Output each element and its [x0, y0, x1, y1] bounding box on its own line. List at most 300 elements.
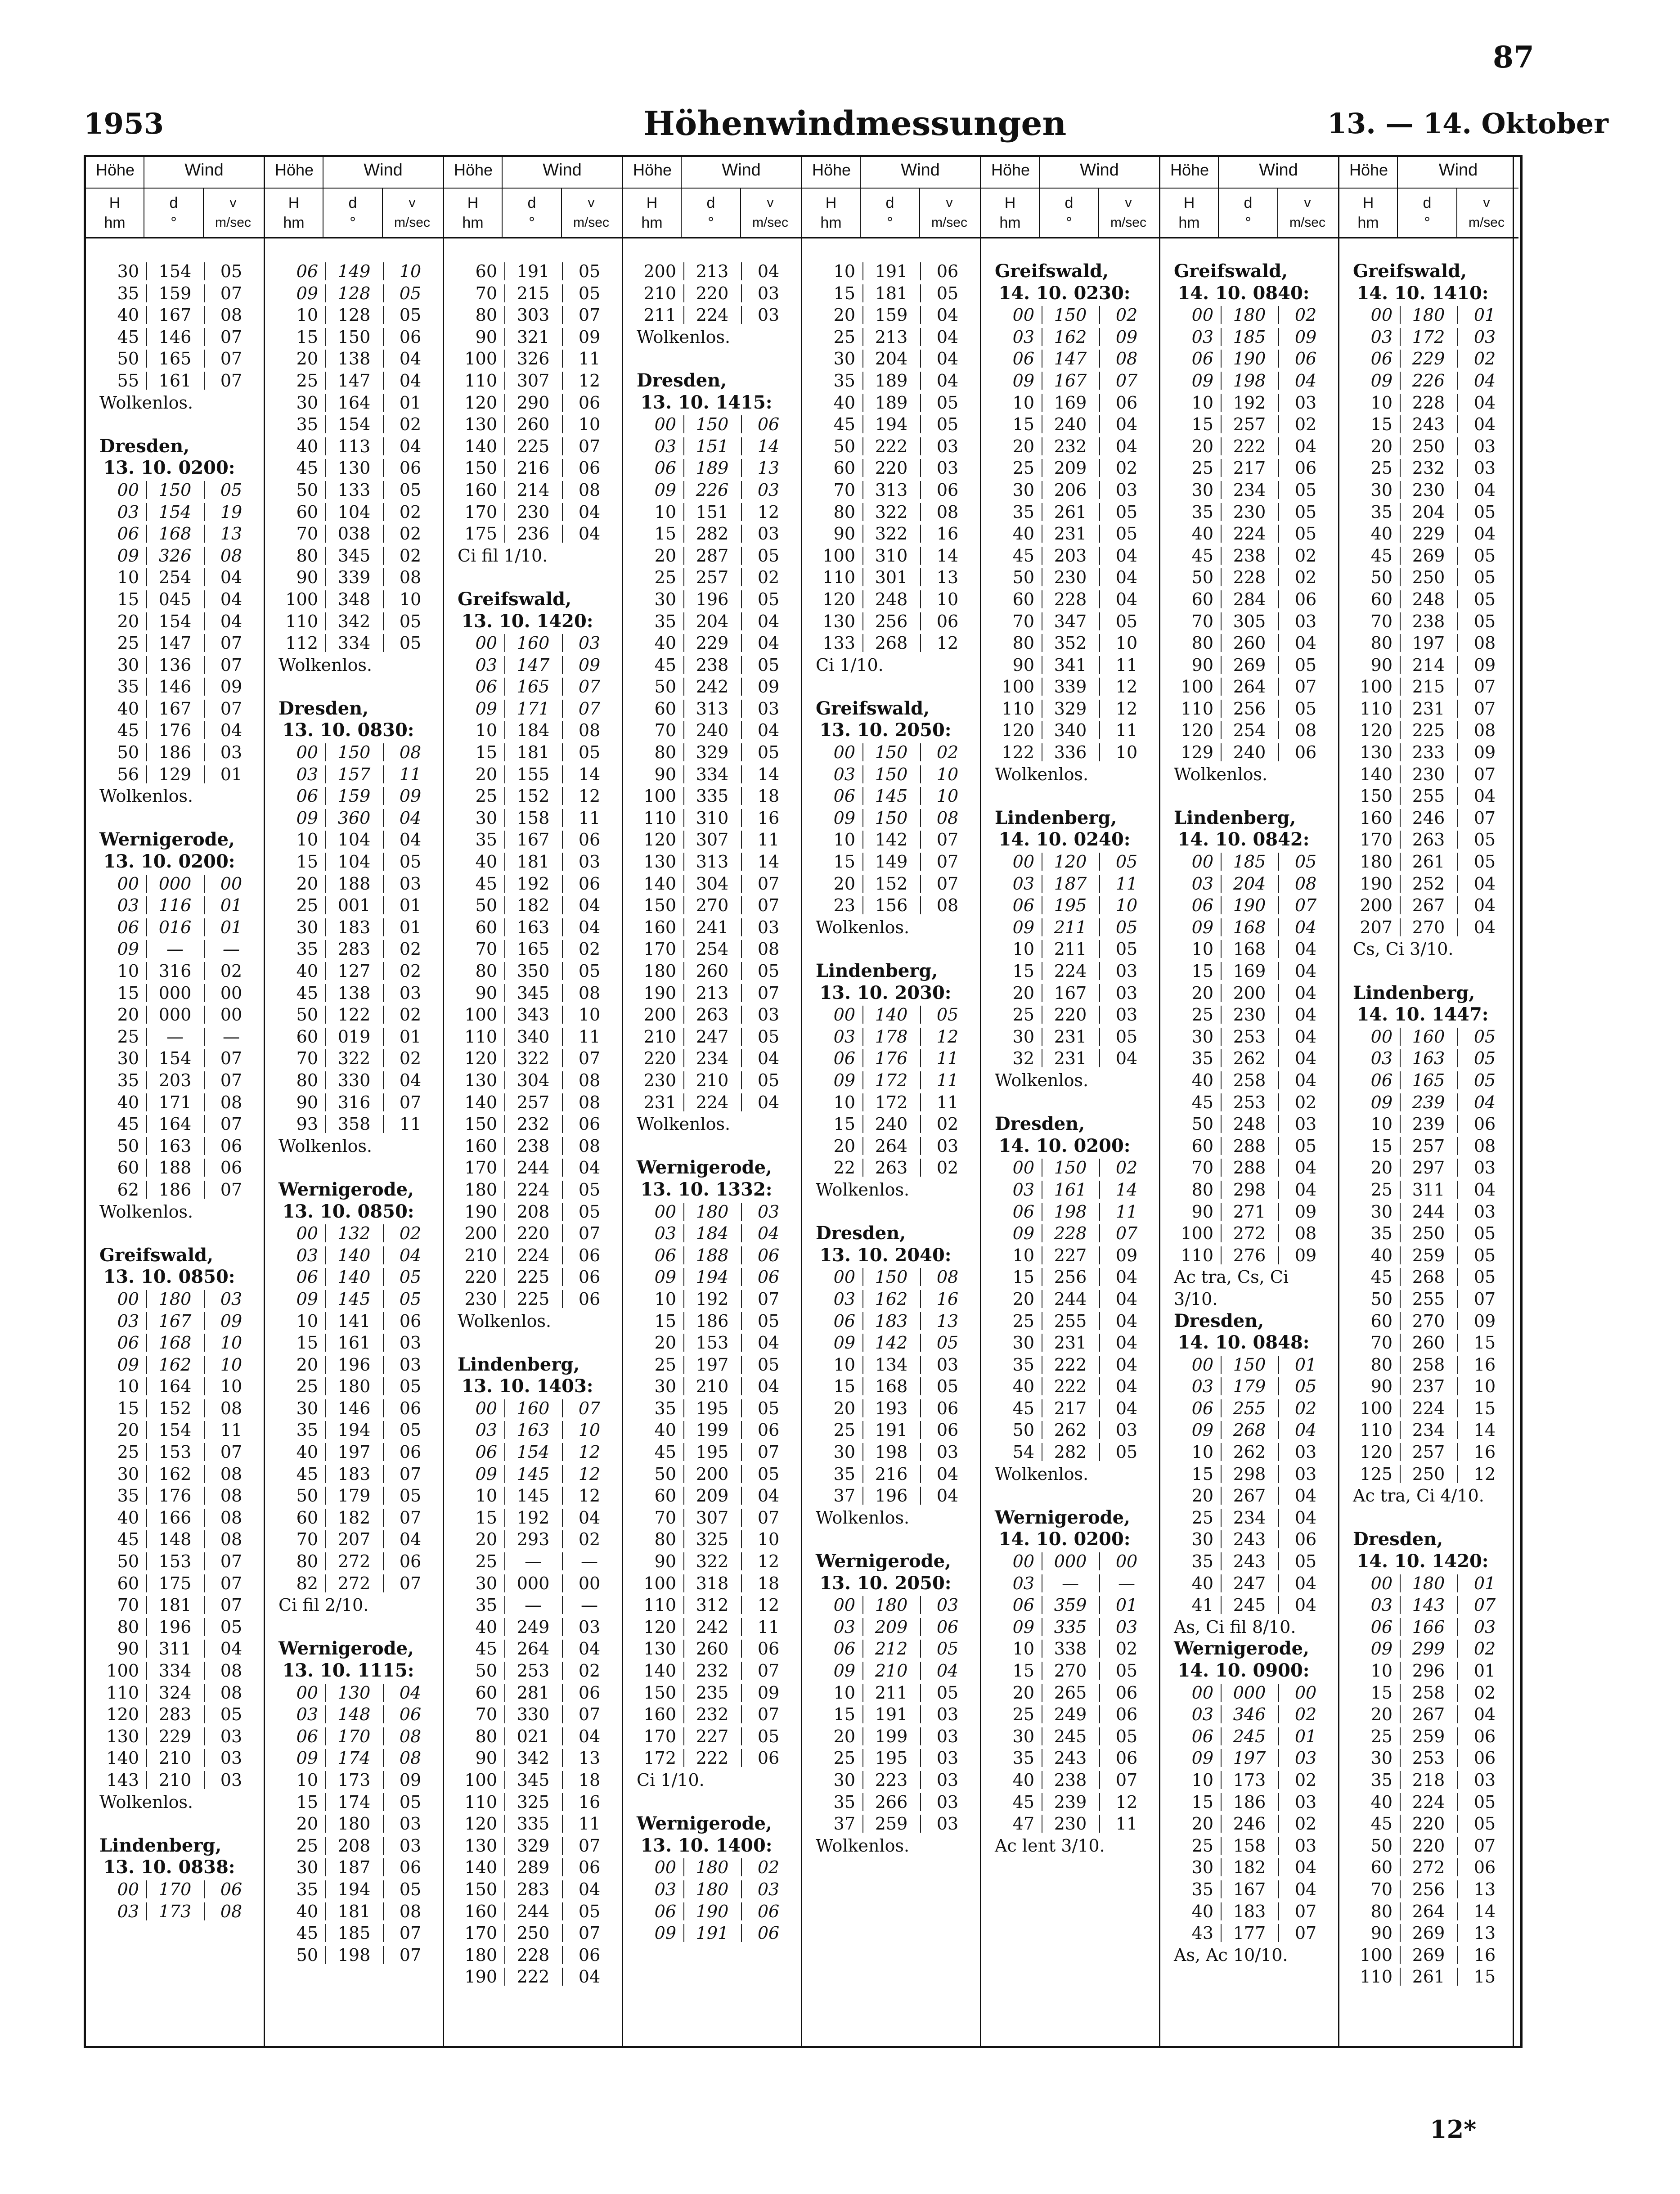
direction-cell: 220: [875, 458, 908, 478]
table-row: [1339, 1857, 1518, 1879]
speed-cell: 07: [936, 852, 959, 872]
height-cell: 25: [296, 370, 318, 391]
station-name: Dresden,: [995, 1113, 1085, 1135]
speed-cell: 05: [757, 1726, 780, 1746]
speed-cell: 03: [1473, 458, 1496, 478]
height-cell: 125: [1360, 1464, 1393, 1484]
direction-cell: 301: [875, 567, 908, 588]
speed-cell: 10: [220, 1333, 243, 1353]
speed-cell: 05: [1473, 567, 1496, 588]
speed-cell: 11: [220, 1420, 243, 1440]
direction-cell: 329: [517, 1835, 550, 1856]
height-cell: 00: [654, 1201, 676, 1222]
table-row: [802, 1310, 980, 1332]
direction-cell: 264: [517, 1639, 550, 1659]
speed-cell: 03: [1115, 1005, 1138, 1025]
direction-cell: 224: [1233, 524, 1266, 544]
table-row: [623, 304, 801, 326]
direction-cell: 198: [875, 1442, 908, 1462]
height-cell: 25: [1191, 458, 1213, 478]
table-row: [1160, 742, 1338, 764]
height-cell: 03: [475, 1420, 497, 1440]
direction-cell: 204: [696, 611, 729, 631]
table-row: [981, 1769, 1159, 1791]
direction-cell: 199: [875, 1726, 908, 1746]
direction-cell: 225: [1412, 720, 1445, 741]
height-cell: 120: [822, 589, 855, 609]
height-cell: 30: [117, 1464, 139, 1484]
height-cell: 10: [117, 1376, 139, 1397]
height-cell: 25: [296, 1835, 318, 1856]
weather-note: Wolkenlos.: [995, 1070, 1089, 1090]
height-cell: 23: [833, 895, 855, 916]
direction-cell: 161: [158, 370, 192, 391]
height-cell: 09: [296, 283, 318, 303]
table-row: [265, 501, 443, 523]
table-row: [623, 414, 801, 436]
speed-cell: 10: [578, 1420, 601, 1440]
direction-cell: 313: [696, 698, 729, 719]
speed-cell: 03: [220, 1289, 243, 1309]
speed-cell: 06: [1115, 1704, 1138, 1725]
speed-cell: 04: [1115, 1333, 1138, 1353]
table-row: [444, 851, 622, 873]
station-datetime: 13. 10. 1115:: [282, 1660, 414, 1681]
height-cell: 100: [1360, 1945, 1393, 1965]
height-cell: 60: [296, 1507, 318, 1528]
height-cell: 40: [296, 961, 318, 981]
table-row: [1160, 392, 1338, 414]
speed-cell: 04: [578, 524, 601, 544]
station-datetime: 14. 10. 0840:: [1177, 282, 1310, 304]
height-cell: 30: [1191, 1857, 1213, 1878]
height-cell: 80: [296, 1551, 318, 1572]
speed-cell: 02: [757, 567, 780, 588]
header-h-hm: H hm: [641, 194, 663, 231]
speed-cell: 06: [757, 1639, 780, 1659]
speed-cell: 02: [1294, 567, 1317, 588]
speed-cell: 08: [220, 1901, 243, 1921]
table-row: [981, 326, 1159, 348]
height-cell: 110: [1181, 698, 1213, 719]
speed-cell: 05: [220, 261, 243, 281]
speed-cell: 03: [1294, 1464, 1317, 1484]
speed-cell: 08: [1294, 873, 1317, 894]
speed-cell: 06: [936, 1398, 959, 1418]
header-wind: Wind: [722, 161, 761, 180]
direction-cell: 148: [158, 1529, 192, 1550]
header-h-hm: H hm: [104, 194, 126, 231]
header-hoehe: Höhe: [991, 161, 1030, 179]
date-range: 13. — 14. Oktober: [1327, 107, 1608, 140]
table-row: [444, 654, 622, 676]
height-cell: 00: [475, 1398, 497, 1418]
direction-cell: 000: [158, 1005, 192, 1025]
height-cell: 25: [1012, 1704, 1034, 1725]
speed-cell: 05: [757, 961, 780, 981]
speed-cell: 05: [757, 1464, 780, 1484]
table-row: [623, 1573, 801, 1595]
table-row: [802, 1266, 980, 1288]
height-cell: 190: [464, 1967, 497, 1987]
direction-cell: 183: [875, 1311, 908, 1331]
table-row: [444, 1070, 622, 1092]
height-cell: 37: [833, 1814, 855, 1834]
direction-cell: 241: [696, 917, 729, 937]
speed-cell: 07: [578, 698, 601, 719]
direction-cell: 348: [337, 589, 371, 609]
speed-cell: 11: [1115, 720, 1138, 741]
direction-cell: 222: [1233, 436, 1266, 456]
direction-cell: 147: [337, 370, 371, 391]
speed-cell: 05: [757, 1354, 780, 1375]
speed-cell: 09: [578, 655, 601, 675]
direction-cell: 244: [1054, 1289, 1087, 1309]
table-row: [981, 1594, 1159, 1616]
direction-cell: 283: [337, 939, 371, 959]
speed-cell: 06: [399, 1311, 422, 1331]
station-datetime: 13. 10. 1403:: [461, 1376, 593, 1397]
direction-cell: 283: [158, 1704, 192, 1725]
height-cell: 210: [643, 1026, 676, 1047]
speed-cell: 18: [578, 1770, 601, 1790]
direction-cell: 147: [1054, 349, 1087, 369]
table-row: [981, 873, 1159, 895]
speed-cell: 02: [1294, 305, 1317, 325]
height-cell: 15: [475, 742, 497, 763]
direction-cell: 288: [1233, 1136, 1266, 1156]
height-cell: 60: [1370, 589, 1393, 609]
table-row: [444, 742, 622, 764]
direction-cell: 190: [696, 1901, 729, 1921]
direction-cell: 240: [696, 720, 729, 741]
speed-cell: 12: [757, 1551, 780, 1572]
height-cell: 50: [117, 1551, 139, 1572]
table-row: [981, 501, 1159, 523]
height-cell: 40: [117, 1507, 139, 1528]
height-cell: 130: [1360, 742, 1393, 763]
height-cell: 70: [475, 939, 497, 959]
height-cell: 03: [833, 1289, 855, 1309]
height-cell: 110: [464, 1792, 497, 1812]
direction-cell: 230: [1054, 567, 1087, 588]
direction-cell: 184: [517, 720, 550, 741]
direction-cell: 334: [696, 764, 729, 784]
table-row: [444, 807, 622, 829]
speed-cell: 04: [1115, 1048, 1138, 1069]
spacer: [1339, 1507, 1518, 1529]
speed-cell: 04: [1294, 1879, 1317, 1899]
table-row: [981, 1004, 1159, 1026]
table-row: [1339, 1901, 1518, 1923]
table-row: [86, 611, 264, 633]
height-cell: 80: [1370, 1901, 1393, 1921]
column-group-8: [1339, 157, 1518, 2046]
height-cell: 110: [1360, 1420, 1393, 1440]
height-cell: 09: [1370, 1639, 1393, 1659]
direction-cell: 245: [1233, 1726, 1266, 1746]
table-row: [1339, 1092, 1518, 1114]
table-row: [623, 719, 801, 742]
speed-cell: 04: [936, 327, 959, 347]
direction-cell: 287: [696, 545, 729, 566]
table-row: [444, 1288, 622, 1310]
speed-cell: 06: [220, 1879, 243, 1899]
height-cell: 10: [654, 502, 676, 522]
direction-cell: 153: [158, 1551, 192, 1572]
direction-cell: 224: [1412, 1398, 1445, 1418]
direction-cell: 322: [517, 1048, 550, 1069]
height-cell: 20: [1370, 1704, 1393, 1725]
height-cell: 06: [296, 1726, 318, 1746]
height-cell: 170: [643, 1726, 676, 1746]
speed-cell: 04: [1294, 1573, 1317, 1593]
height-cell: 35: [833, 370, 855, 391]
direction-cell: 330: [337, 1070, 371, 1090]
height-cell: 09: [475, 698, 497, 719]
direction-cell: 206: [1054, 480, 1087, 500]
height-cell: 15: [1191, 1464, 1213, 1484]
spacer: [1339, 960, 1518, 982]
table-row: [444, 1682, 622, 1704]
speed-cell: 06: [936, 261, 959, 281]
table-row: [1160, 1485, 1338, 1507]
table-row: [86, 917, 264, 939]
station-name: Dresden,: [637, 369, 727, 391]
direction-cell: 257: [1412, 1442, 1445, 1462]
height-cell: 40: [1370, 524, 1393, 544]
height-cell: 45: [1012, 545, 1034, 566]
direction-cell: 297: [1412, 1158, 1445, 1178]
height-cell: 15: [296, 1792, 318, 1812]
height-cell: 15: [117, 1398, 139, 1418]
direction-cell: 229: [696, 633, 729, 653]
direction-cell: 253: [1233, 1026, 1266, 1047]
height-cell: 15: [1012, 1661, 1034, 1681]
direction-cell: 322: [875, 502, 908, 522]
speed-cell: 06: [399, 327, 422, 347]
direction-cell: 152: [875, 873, 908, 894]
direction-cell: 180: [337, 1376, 371, 1397]
table-row: [444, 523, 622, 545]
table-row: [265, 1288, 443, 1310]
speed-cell: 10: [578, 414, 601, 435]
speed-cell: 03: [936, 1770, 959, 1790]
speed-cell: 03: [936, 1354, 959, 1375]
speed-cell: 06: [1115, 1748, 1138, 1768]
speed-cell: 04: [399, 1070, 422, 1090]
speed-cell: 10: [936, 764, 959, 784]
speed-cell: 01: [1473, 305, 1496, 325]
direction-cell: 045: [158, 589, 192, 609]
height-cell: 06: [1191, 349, 1213, 369]
table-row: [265, 938, 443, 960]
height-cell: 06: [475, 1442, 497, 1462]
direction-cell: 329: [1054, 698, 1087, 719]
station-name: Greifswald,: [816, 697, 930, 719]
table-row: [802, 1791, 980, 1813]
speed-cell: 04: [1115, 1376, 1138, 1397]
direction-cell: 154: [517, 1442, 550, 1462]
table-row: [1160, 1092, 1338, 1114]
speed-cell: 07: [578, 305, 601, 325]
speed-cell: 02: [399, 524, 422, 544]
speed-cell: 04: [1473, 1704, 1496, 1725]
table-row: [802, 436, 980, 458]
direction-cell: 173: [158, 1901, 192, 1921]
table-row: [86, 742, 264, 764]
height-cell: 70: [833, 480, 855, 500]
table-row: [265, 1813, 443, 1835]
speed-cell: 04: [757, 1048, 780, 1069]
table-row: [444, 326, 622, 348]
speed-cell: 07: [1473, 808, 1496, 828]
table-row: [444, 1398, 622, 1420]
direction-cell: 196: [875, 1486, 908, 1506]
height-cell: 09: [117, 545, 139, 566]
speed-cell: 04: [936, 1486, 959, 1506]
direction-cell: 138: [337, 983, 371, 1003]
header-h-hm: H hm: [283, 194, 305, 231]
direction-cell: 181: [875, 283, 908, 303]
weather-note: Ci 1/10.: [637, 1770, 705, 1790]
speed-cell: 15: [1473, 1398, 1496, 1418]
direction-cell: 186: [158, 742, 192, 763]
height-cell: 45: [296, 1464, 318, 1484]
table-row: [1339, 873, 1518, 895]
speed-cell: 05: [1294, 480, 1317, 500]
speed-cell: 04: [1294, 961, 1317, 981]
table-row: [1339, 348, 1518, 370]
table-row: [981, 457, 1159, 479]
direction-cell: 210: [158, 1748, 192, 1768]
speed-cell: 03: [399, 983, 422, 1003]
direction-cell: 234: [1412, 1420, 1445, 1440]
direction-cell: 346: [1233, 1704, 1266, 1725]
table-row: [265, 1682, 443, 1704]
spacer: [802, 938, 980, 960]
table-row: [444, 938, 622, 960]
height-cell: 110: [285, 611, 318, 631]
direction-cell: 186: [696, 1311, 729, 1331]
height-cell: 100: [1181, 677, 1213, 697]
direction-cell: 184: [696, 1223, 729, 1244]
table-row: [86, 1048, 264, 1070]
speed-cell: 03: [757, 283, 780, 303]
direction-cell: 242: [696, 677, 729, 697]
speed-cell: 07: [220, 1114, 243, 1134]
height-cell: 43: [1191, 1923, 1213, 1943]
direction-cell: 243: [1412, 414, 1445, 435]
speed-cell: 04: [1294, 1595, 1317, 1615]
height-cell: 170: [643, 939, 676, 959]
speed-cell: 00: [578, 1573, 601, 1593]
height-cell: 220: [464, 1267, 497, 1287]
table-row: [86, 1704, 264, 1726]
direction-cell: 180: [1412, 305, 1445, 325]
height-cell: 130: [106, 1726, 139, 1746]
table-row: [802, 1485, 980, 1507]
table-row: [802, 1463, 980, 1485]
height-cell: 35: [1012, 1354, 1034, 1375]
direction-cell: 150: [337, 742, 371, 763]
table-row: [1160, 545, 1338, 567]
table-row: [1160, 1026, 1338, 1048]
table-row: [265, 851, 443, 873]
table-row: [1160, 1223, 1338, 1245]
table-row: [265, 1332, 443, 1354]
direction-cell: 180: [696, 1201, 729, 1222]
height-cell: 170: [1360, 830, 1393, 850]
speed-cell: 05: [578, 283, 601, 303]
direction-cell: 181: [517, 742, 550, 763]
speed-cell: 07: [757, 1289, 780, 1309]
speed-cell: 08: [399, 1748, 422, 1768]
speed-cell: 02: [757, 1857, 780, 1878]
speed-cell: 03: [1473, 436, 1496, 456]
height-cell: 50: [117, 1136, 139, 1156]
table-row: [265, 545, 443, 567]
station-name: Greifswald,: [458, 588, 572, 610]
spacer: [981, 1485, 1159, 1507]
height-cell: 60: [1012, 589, 1034, 609]
direction-cell: 140: [337, 1245, 371, 1265]
speed-cell: 06: [578, 1682, 601, 1703]
height-cell: 30: [296, 1857, 318, 1878]
speed-cell: 04: [1473, 480, 1496, 500]
height-cell: 25: [1012, 1311, 1034, 1331]
table-row: [265, 1398, 443, 1420]
height-cell: 30: [117, 655, 139, 675]
direction-cell: 260: [1412, 1333, 1445, 1353]
height-cell: 10: [654, 1289, 676, 1309]
height-cell: 00: [1370, 1573, 1393, 1593]
direction-cell: 172: [1412, 327, 1445, 347]
table-row: [444, 1879, 622, 1901]
speed-cell: 05: [1473, 502, 1496, 522]
table-row: [86, 1398, 264, 1420]
direction-cell: 254: [158, 567, 192, 588]
station-name: Wernigerode,: [637, 1813, 772, 1834]
speed-cell: 04: [578, 1967, 601, 1987]
spacer: [444, 1332, 622, 1354]
direction-cell: 261: [1412, 852, 1445, 872]
height-cell: 180: [464, 1179, 497, 1200]
height-cell: 207: [1360, 917, 1393, 937]
direction-cell: 166: [1412, 1617, 1445, 1637]
spacer: [265, 1157, 443, 1179]
speed-cell: 06: [1115, 392, 1138, 413]
direction-cell: 240: [1054, 414, 1087, 435]
height-cell: 70: [654, 1507, 676, 1528]
height-cell: 15: [117, 589, 139, 609]
speed-cell: 07: [578, 1704, 601, 1725]
speed-cell: 07: [220, 1551, 243, 1572]
direction-cell: 161: [337, 1333, 371, 1353]
height-cell: 90: [296, 567, 318, 588]
height-cell: 70: [475, 283, 497, 303]
station-name: Wernigerode,: [279, 1178, 414, 1200]
direction-cell: 210: [696, 1070, 729, 1090]
direction-cell: 195: [696, 1442, 729, 1462]
table-row: [623, 1529, 801, 1551]
station-datetime: 13. 10. 0850:: [103, 1266, 235, 1288]
height-cell: 140: [1360, 764, 1393, 784]
weather-note: Wolkenlos.: [995, 764, 1089, 784]
table-row: [1339, 1747, 1518, 1769]
weather-note: Wolkenlos.: [816, 1507, 910, 1528]
table-row: [981, 1310, 1159, 1332]
